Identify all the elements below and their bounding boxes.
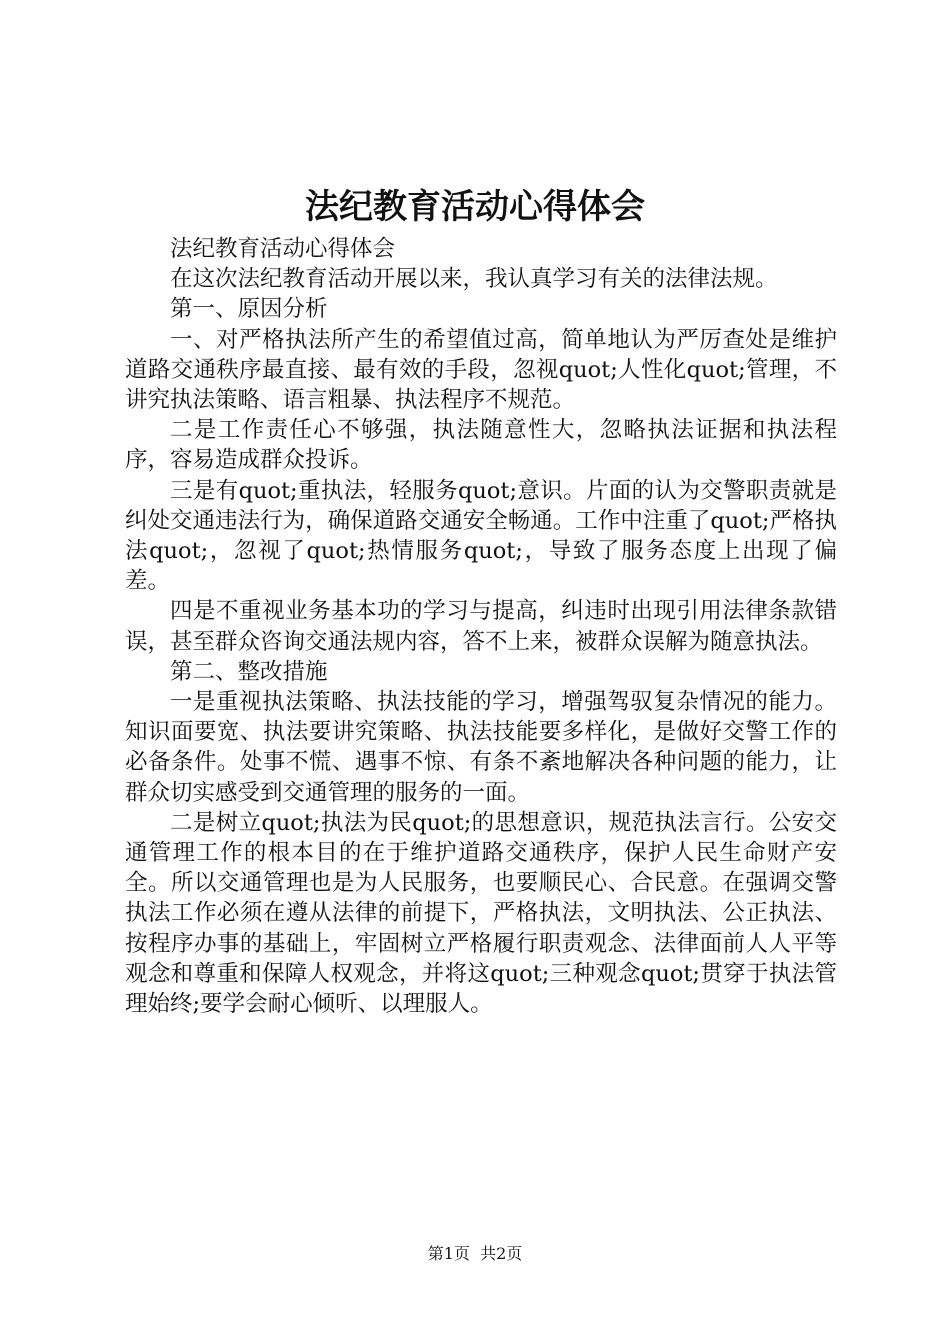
document-body	[125, 234, 837, 1019]
paragraph: 四是不重视业务基本功的学习与提高，纠违时出现引用法律条款错误，甚至群众咨询交通法规内容，答不上来，被群众误解为随意执法。	[125, 598, 837, 655]
section-heading: 第一、原因分析	[170, 296, 328, 323]
paragraph: 一是重视执法策略、执法技能的学习，增强驾驭复杂情况的能力。知识面要宽、执法要讲究策略、执法技能要多样化，是做好交警工作的必备条件。处事不慌、遇事不惊、有条不紊地解决各种问题的能力，让群众切实感受到交通管理的服务的一面。	[125, 689, 837, 806]
paragraph: 法纪教育活动心得体会	[170, 236, 396, 262]
document-title: 法纪教育活动心得体会	[305, 187, 645, 227]
paragraph: 二是树立quot;执法为民quot;的思想意识，规范执法言行。公安交通管理工作的根本目的在于维护道路交通秩序，保护人民生命财产安全。所以交通管理也是为人民服务，也要顺民心、合民意。在强调交警执法工作必须在遵从法律的前提下，严格执法，文明执法、公正执法、按程序办事的基础上，牢固树立严格履行职责观念、法律面前人人平等观念和尊重和保障人权观念，并将这quot;三种观念quot;贯穿于执法管理始终;要学会耐心倾听、以理服人。	[125, 809, 837, 1018]
paragraph: 二是工作责任心不够强，执法随意性大，忽略执法证据和执法程序，容易造成群众投诉。	[125, 417, 837, 474]
page-total: 共2页	[480, 1244, 523, 1263]
paragraph: 在这次法纪教育活动开展以来，我认真学习有关的法律法规。	[170, 266, 778, 293]
paragraph: 三是有quot;重执法，轻服务quot;意识。片面的认为交警职责就是纠处交通违法行为，确保道路交通安全畅通。工作中注重了quot;严格执法quot;，忽视了quot;热情服务quot;，导致了服务态度上出现了偏差。	[125, 477, 837, 595]
page-footer	[0, 1242, 950, 1266]
section-heading: 第二、整改措施	[170, 658, 328, 685]
page-number: 第1页	[427, 1244, 470, 1263]
paragraph: 一、对严格执法所产生的希望值过高，简单地认为严厉查处是维护道路交通秩序最直接、最有效的手段，忽视quot;人性化quot;管理，不讲究执法策略、语言粗暴、执法程序不规范。	[125, 326, 837, 414]
